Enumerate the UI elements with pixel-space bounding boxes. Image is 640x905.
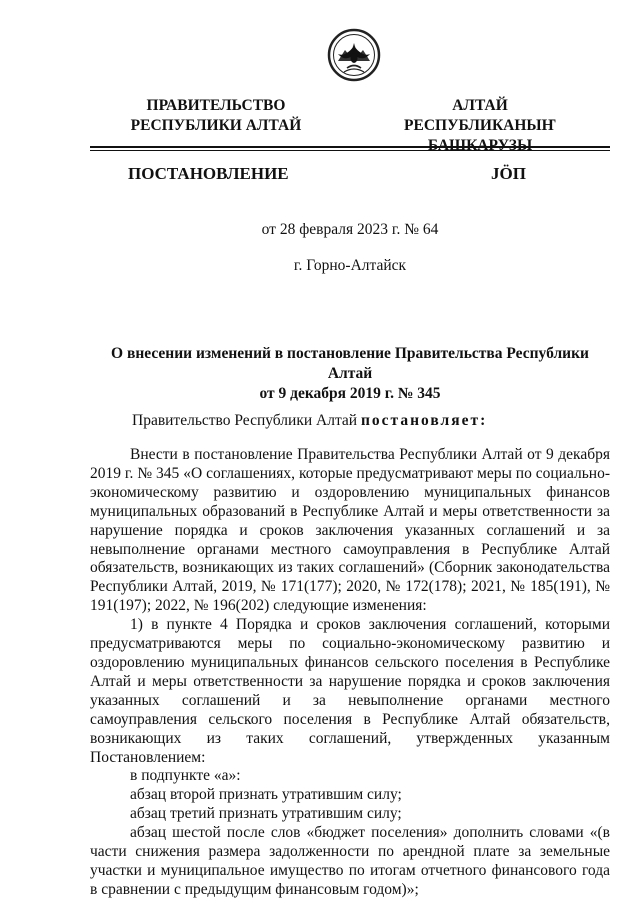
header-divider-thin: [90, 150, 610, 151]
title-line: О внесении изменений в постановление Правительства Республики Алтай: [111, 345, 589, 382]
org-line: РЕСПУБЛИКИ АЛТАЙ: [130, 117, 302, 134]
body-paragraph: Внести в постановление Правительства Республики Алтай от 9 декабря 2019 г. № 345 «О соглашениях, которые предусматривают меры по социально-экономическому развитию и оздоровлению муниципальных финансов муниципальных образований в Республике Алтай и меры ответственности за нарушение порядка и сроков заключения указанных соглашений и за невыполнение органами местного самоуправления в Республике Алтай обязательств, возникающих из таких соглашений» (Сборник законодательства Республики Алтай, 2019, № 171(177); 2020, № 172(178); 2021, № 185(191), № 191(197); 2022, № 196(202) следующие изменения:: [90, 446, 610, 615]
document-title: [90, 344, 610, 404]
body-paragraph: абзац третий признать утратившим силу;: [130, 805, 402, 823]
title-line: от 9 декабря 2019 г. № 345: [259, 385, 441, 402]
document-date-number: от 28 февраля 2023 г. № 64: [261, 221, 439, 238]
document-type-altai: JӦП: [491, 164, 526, 183]
resolving-verb: постановляет:: [360, 412, 488, 429]
document-body: [90, 446, 610, 900]
body-paragraph: абзац шестой после слов «бюджет поселения» дополнить словами «(в части снижения размера задолженности по арендной плате за земельные участки и муниципальное имущество по итогам отчетного финансового года в сравнении с предыдущим финансовым годом)»;: [90, 824, 610, 898]
document-type-russian: ПОСТАНОВЛЕНИЕ: [128, 164, 289, 183]
body-paragraph: 1) в пункте 4 Порядка и сроков заключения соглашений, которыми предусматриваются меры по социально-экономическому развитию и оздоровлению муниципальных финансов сельского поселения в Республике Алтай и меры ответственности за нарушение порядка и сроков заключения указанных соглашений и за невыполнение органами местного самоуправления сельского поселения в Республике Алтай обязательств, возникающих из таких соглашений, утвержденных указанным Постановлением:: [90, 616, 610, 766]
body-paragraph: в подпункте «а»:: [130, 767, 241, 785]
government-name-russian: [116, 96, 316, 136]
org-line: АЛТАЙ РЕСПУБЛИКАНЫҤ: [404, 97, 556, 134]
org-line: ПРАВИТЕЛЬСТВО: [146, 97, 286, 114]
header-divider-thick: [90, 146, 610, 148]
resolving-subject: Правительство Республики Алтай: [132, 412, 361, 429]
body-paragraph: абзац второй признать утратившим силу;: [130, 786, 402, 804]
resolving-phrase: [132, 411, 487, 431]
coat-of-arms-icon: [327, 28, 381, 82]
document-city: г. Горно-Алтайск: [293, 257, 407, 274]
